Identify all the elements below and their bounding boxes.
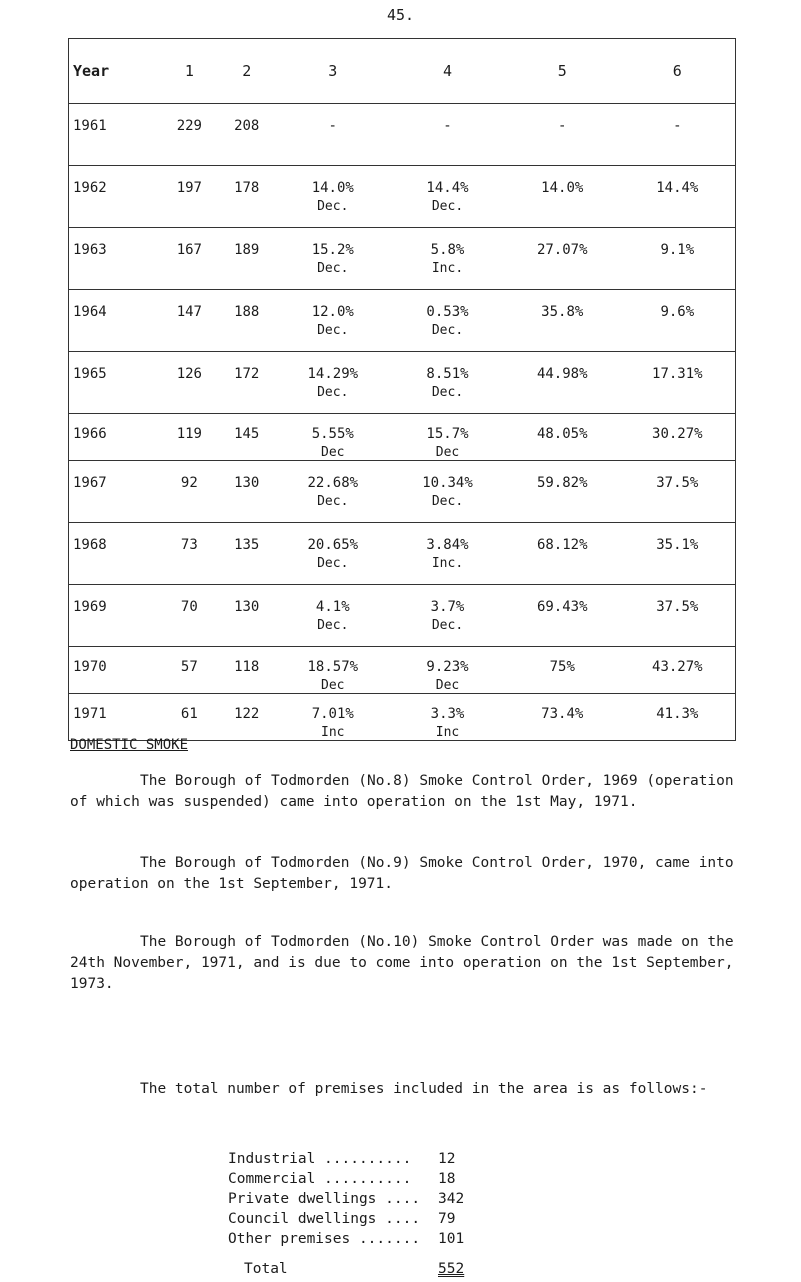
cell-value: - [673,118,682,134]
cell-value: 1968 [73,537,107,553]
cell-value: 41.3% [656,706,699,722]
cell-value: 119 [176,426,202,442]
cell-change-direction: Dec. [431,323,464,338]
table-row [69,585,736,647]
cell-year [69,523,161,585]
premises-row [228,1209,478,1229]
cell-c5 [505,523,620,585]
cell-c5 [505,290,620,352]
cell-c2 [218,585,275,647]
cell-value: 130 [234,599,260,615]
cell-value: 172 [234,366,260,382]
cell-value: 14.29% [307,366,359,382]
cell-c1 [161,166,218,228]
cell-value: 4.1% [315,599,350,615]
cell-c1 [161,228,218,290]
cell-c5 [505,352,620,414]
paragraph-order-9 [70,853,750,895]
table-row [69,414,736,461]
cell-value: 145 [234,426,260,442]
premises-total-row [228,1259,478,1279]
cell-value: 167 [176,242,202,258]
table-row [69,523,736,585]
cell-c4 [390,523,505,585]
cell-value: 35.1% [656,537,699,553]
cell-value: 17.31% [652,366,703,382]
cell-change-direction: Dec. [317,494,349,509]
cell-value: 70 [180,599,198,615]
premises-value: 101 [438,1231,465,1247]
cell-change-direction: Dec. [317,323,349,338]
table-row [69,461,736,523]
paragraph-order-10 [70,932,750,995]
cell-value: 1967 [73,475,107,491]
premises-label: Commercial .......... [228,1171,412,1187]
cell-c3 [275,352,390,414]
cell-c3 [275,461,390,523]
cell-change-direction: Dec [321,445,345,460]
cell-c4 [390,694,505,741]
cell-value: 5.8% [430,242,465,258]
cell-value: 22.68% [307,475,359,491]
cell-value: 5.55% [311,426,354,442]
premises-row [228,1189,478,1209]
table-row [69,352,736,414]
cell-c6 [620,647,736,694]
cell-year [69,461,161,523]
cell-value: 20.65% [307,537,359,553]
cell-c2 [218,290,275,352]
cell-change-direction: Dec. [431,494,464,509]
table-row [69,166,736,228]
cell-c6 [620,585,736,647]
cell-c5 [505,461,620,523]
cell-c2 [218,461,275,523]
cell-c5 [505,694,620,741]
cell-change-direction: Inc [435,725,460,740]
cell-value: 27.07% [536,242,588,258]
cell-value: - [443,118,452,134]
cell-value: 229 [176,118,202,134]
cell-value: 44.98% [536,366,588,382]
cell-c2 [218,523,275,585]
cell-c3 [275,647,390,694]
cell-c6 [620,523,736,585]
cell-value: 10.34% [422,475,473,491]
paragraph-text: The Borough of Todmorden (No.9) Smoke Control Order, 1970, came into operation on the 1st September, 1971. [70,855,734,892]
cell-value: 1965 [73,366,107,382]
cell-c6 [620,352,736,414]
cell-change-direction: Dec. [317,556,349,571]
cell-year [69,352,161,414]
cell-change-direction: Dec. [317,618,349,633]
cell-value: 3.7% [430,599,465,615]
cell-c1 [161,414,218,461]
cell-c3 [275,290,390,352]
cell-c5 [505,228,620,290]
cell-c4 [390,228,505,290]
cell-value: 37.5% [656,599,699,615]
cell-value: 30.27% [652,426,703,442]
header-col-2: 2 [218,39,275,104]
cell-value: 118 [234,659,260,675]
cell-c4 [390,414,505,461]
cell-change-direction: Dec [435,678,460,693]
cell-value: 18.57% [307,659,359,675]
cell-value: 75% [549,659,575,675]
cell-c2 [218,694,275,741]
cell-value: 9.6% [660,304,695,320]
cell-value: - [328,118,337,134]
cell-change-direction: Dec. [317,261,349,276]
cell-value: 135 [234,537,260,553]
cell-c4 [390,585,505,647]
premises-row [228,1149,478,1169]
cell-year [69,166,161,228]
table-row [69,647,736,694]
cell-value: 14.0% [541,180,584,196]
cell-year [69,104,161,166]
cell-c3 [275,694,390,741]
paragraph-text: The Borough of Todmorden (No.10) Smoke Control Order was made on the 24th November, 1971, and is due to come into operation on the 1st September, 1973. [70,934,734,992]
cell-change-direction: Dec. [431,385,464,400]
cell-value: 122 [234,706,260,722]
premises-value: 12 [438,1151,456,1167]
cell-c1 [161,647,218,694]
cell-c1 [161,523,218,585]
cell-value: 48.05% [536,426,588,442]
cell-value: 8.51% [426,366,469,382]
cell-change-direction: Dec. [317,385,349,400]
paragraph-text: The total number of premises included in the area is as follows:- [140,1081,708,1097]
cell-value: 69.43% [536,599,588,615]
cell-value: 7.01% [311,706,354,722]
cell-year [69,228,161,290]
cell-value: 208 [234,118,260,134]
cell-c2 [218,166,275,228]
cell-c6 [620,228,736,290]
cell-c3 [275,228,390,290]
cell-c1 [161,104,218,166]
cell-c1 [161,694,218,741]
premises-value: 342 [438,1191,465,1207]
cell-c6 [620,414,736,461]
header-year: Year [69,39,161,104]
table-row [69,694,736,741]
cell-value: 37.5% [656,475,699,491]
cell-change-direction: Dec [321,678,345,693]
statistics-table [68,38,736,741]
cell-change-direction: Dec [435,445,460,460]
cell-c5 [505,414,620,461]
cell-c6 [620,290,736,352]
cell-value: 1964 [73,304,107,320]
premises-label: Council dwellings .... [228,1211,421,1227]
cell-c4 [390,104,505,166]
cell-c2 [218,647,275,694]
cell-value: 9.1% [660,242,695,258]
cell-value: 92 [180,475,198,491]
cell-c1 [161,290,218,352]
cell-value: 1961 [73,118,107,134]
premises-value: 79 [438,1211,456,1227]
total-label: Total [244,1261,288,1277]
cell-value: 1969 [73,599,107,615]
cell-value: 1970 [73,659,107,675]
cell-change-direction: Dec. [317,199,349,214]
cell-c3 [275,166,390,228]
cell-c5 [505,166,620,228]
cell-c5 [505,104,620,166]
header-col-1: 1 [161,39,218,104]
cell-c5 [505,647,620,694]
cell-c3 [275,104,390,166]
cell-value: 14.4% [656,180,699,196]
cell-value: 61 [180,706,198,722]
cell-c6 [620,166,736,228]
premises-label: Industrial .......... [228,1151,412,1167]
cell-value: 14.4% [426,180,469,196]
premises-list [228,1149,478,1279]
cell-c4 [390,461,505,523]
cell-c3 [275,585,390,647]
header-col-5: 5 [505,39,620,104]
cell-value: 68.12% [536,537,588,553]
cell-value: 57 [180,659,198,675]
premises-label: Other premises ....... [228,1231,421,1247]
cell-c1 [161,461,218,523]
cell-c2 [218,104,275,166]
paragraph-premises-intro [70,1079,750,1100]
table-row [69,290,736,352]
table-header-row [69,39,736,104]
cell-year [69,585,161,647]
cell-c6 [620,104,736,166]
cell-value: 1971 [73,706,107,722]
cell-value: 43.27% [652,659,703,675]
cell-value: 197 [176,180,202,196]
premises-label: Private dwellings .... [228,1191,421,1207]
cell-year [69,647,161,694]
cell-c2 [218,228,275,290]
cell-c4 [390,352,505,414]
cell-value: 189 [234,242,260,258]
cell-value: 3.3% [430,706,465,722]
total-value: 552 [438,1261,465,1277]
cell-c6 [620,461,736,523]
cell-value: 0.53% [426,304,469,320]
cell-value: 73.4% [541,706,584,722]
cell-value: 130 [234,475,260,491]
cell-value: 73 [180,537,198,553]
header-col-4: 4 [390,39,505,104]
cell-c3 [275,523,390,585]
header-col-6: 6 [620,39,736,104]
cell-c1 [161,585,218,647]
section-heading: DOMESTIC SMOKE [70,737,189,753]
cell-value: 1966 [73,426,107,442]
cell-c5 [505,585,620,647]
cell-c1 [161,352,218,414]
cell-value: 1963 [73,242,107,258]
cell-value: 14.0% [311,180,354,196]
cell-c6 [620,694,736,741]
cell-c4 [390,290,505,352]
premises-row [228,1229,478,1249]
cell-change-direction: Dec. [431,199,464,214]
premises-row [228,1169,478,1189]
cell-change-direction: Inc. [431,261,464,276]
cell-value: 147 [176,304,202,320]
cell-value: 3.84% [426,537,469,553]
cell-value: 178 [234,180,260,196]
paragraph-text: The Borough of Todmorden (No.8) Smoke Control Order, 1969 (operation of which was suspended) came into operation on the 1st May, 1971. [70,773,734,810]
cell-value: 1962 [73,180,107,196]
header-col-3: 3 [275,39,390,104]
premises-value: 18 [438,1171,456,1187]
cell-value: 59.82% [536,475,588,491]
cell-value: 15.2% [311,242,354,258]
cell-change-direction: Inc [321,725,345,740]
cell-change-direction: Inc. [431,556,464,571]
cell-c4 [390,166,505,228]
cell-c3 [275,414,390,461]
page-number: 45. [386,6,415,24]
cell-year [69,694,161,741]
table-row [69,104,736,166]
cell-year [69,290,161,352]
cell-value: 9.23% [426,659,469,675]
cell-value: - [558,118,567,134]
cell-change-direction: Dec. [431,618,464,633]
table-row [69,228,736,290]
cell-value: 15.7% [426,426,469,442]
cell-c2 [218,414,275,461]
cell-value: 35.8% [541,304,584,320]
cell-value: 12.0% [311,304,354,320]
cell-c4 [390,647,505,694]
paragraph-order-8 [70,771,750,813]
cell-c2 [218,352,275,414]
cell-year [69,414,161,461]
cell-value: 126 [176,366,202,382]
cell-value: 188 [234,304,260,320]
